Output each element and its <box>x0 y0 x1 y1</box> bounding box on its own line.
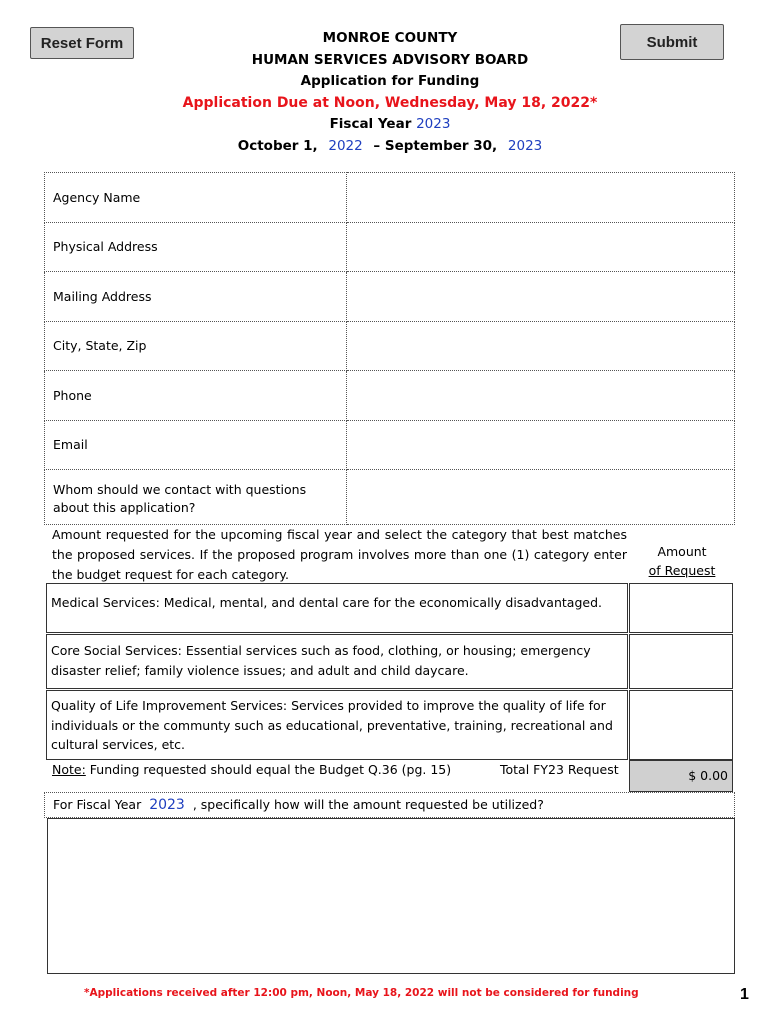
form-header <box>140 28 640 157</box>
board-name: HUMAN SERVICES ADVISORY BOARD <box>251 51 529 68</box>
amount-header-line2: of Request <box>648 563 716 578</box>
field-label: City, State, Zip <box>45 321 347 371</box>
county-name: MONROE COUNTY <box>322 30 458 46</box>
table-row <box>45 272 735 322</box>
amount-column-header <box>632 542 732 580</box>
city-state-zip-field[interactable] <box>347 321 735 371</box>
field-label: Whom should we contact with questions about this application? <box>45 470 347 525</box>
utilization-suffix: , specifically how will the amount requested be utilized? <box>192 797 544 812</box>
note-label: Note: <box>52 762 86 777</box>
total-request-label: Total FY23 Request <box>500 762 619 777</box>
deadline-footnote: *Applications received after 12:00 pm, Noon, May 18, 2022 will not be considered for funding <box>84 987 639 999</box>
utilization-answer-field[interactable] <box>47 818 735 974</box>
amount-header-line1: Amount <box>657 544 707 559</box>
due-date-notice: Application Due at Noon, Wednesday, May 18, 2022* <box>182 94 598 111</box>
utilization-question <box>44 792 735 818</box>
mailing-address-field[interactable] <box>347 272 735 322</box>
category-core-social: Core Social Services: Essential services such as food, clothing, or housing; emergency disaster relief; family violence issues; and adult and child daycare. <box>46 634 628 689</box>
period-end-year[interactable]: 2023 <box>507 137 543 154</box>
table-row <box>45 420 735 470</box>
period-start-label: October 1, <box>237 137 318 154</box>
table-row <box>45 470 735 525</box>
fiscal-year-value[interactable]: 2023 <box>416 116 451 132</box>
reset-form-button[interactable]: Reset Form <box>30 27 134 59</box>
fiscal-period-line <box>140 136 640 158</box>
table-row <box>45 321 735 371</box>
period-end-label: – September 30, <box>373 137 498 154</box>
table-row <box>45 173 735 223</box>
page-number: 1 <box>740 986 749 1003</box>
agency-info-table <box>44 172 735 525</box>
core-social-amount-field[interactable] <box>629 634 733 689</box>
phone-field[interactable] <box>347 371 735 421</box>
agency-name-field[interactable] <box>347 173 735 223</box>
fiscal-year-line <box>140 114 640 136</box>
field-label: Mailing Address <box>45 272 347 322</box>
total-request-value: $ 0.00 <box>629 760 733 792</box>
physical-address-field[interactable] <box>347 222 735 272</box>
fiscal-year-label: Fiscal Year <box>329 116 412 132</box>
contact-person-field[interactable] <box>347 470 735 525</box>
category-medical: Medical Services: Medical, mental, and dental care for the economically disadvantaged. <box>46 583 628 633</box>
period-start-year[interactable]: 2022 <box>328 137 363 154</box>
amount-instructions: Amount requested for the upcoming fiscal year and select the category that best matches the proposed services. If the proposed program involves more than one (1) category enter the budget request for each category. <box>52 527 627 582</box>
field-label: Email <box>45 420 347 470</box>
category-quality-of-life: Quality of Life Improvement Services: Services provided to improve the quality of life for individuals or the communty such as educational, preventative, training, recreational and cultural services, etc. <box>46 690 628 760</box>
field-label: Physical Address <box>45 222 347 272</box>
field-label: Agency Name <box>45 173 347 223</box>
utilization-year[interactable]: 2023 <box>149 797 185 813</box>
field-label: Phone <box>45 371 347 421</box>
table-row <box>45 371 735 421</box>
submit-button[interactable]: Submit <box>620 24 724 60</box>
note-text: Funding requested should equal the Budget Q.36 (pg. 15) <box>85 762 452 777</box>
email-field[interactable] <box>347 420 735 470</box>
medical-amount-field[interactable] <box>629 583 733 633</box>
quality-of-life-amount-field[interactable] <box>629 690 733 760</box>
utilization-prefix: For Fiscal Year <box>53 797 142 812</box>
table-row <box>45 222 735 272</box>
form-title: Application for Funding <box>300 73 480 89</box>
